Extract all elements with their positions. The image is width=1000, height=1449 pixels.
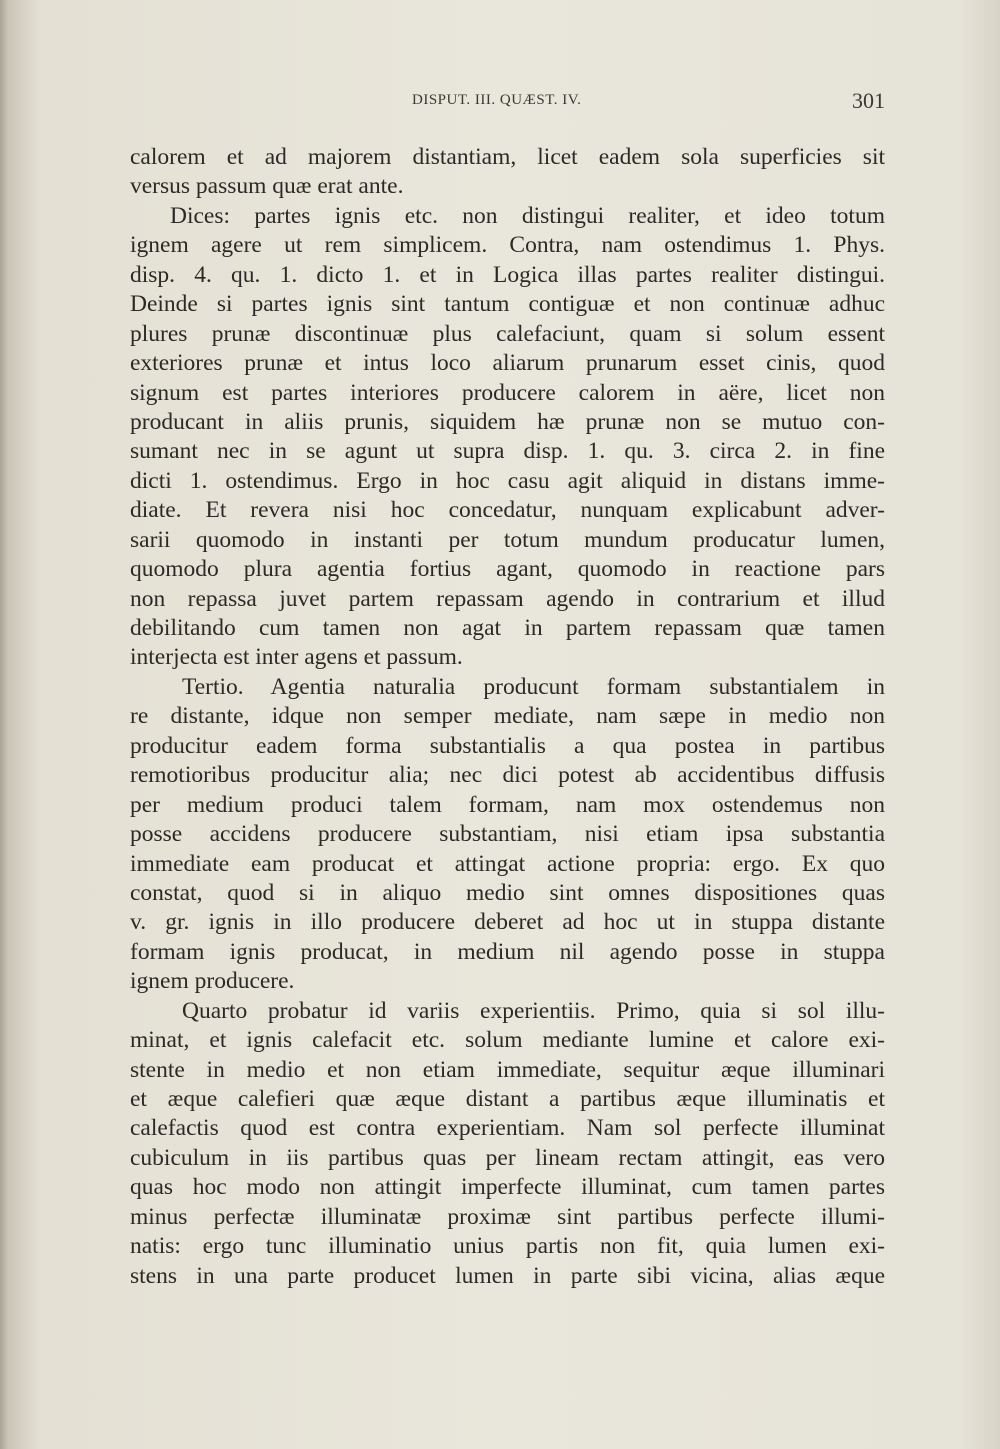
text-line: et æque calefieri quæ æque distant a partibus æque illuminatis et — [130, 1086, 885, 1112]
text-line: v. gr. ignis in illo producere deberet ad hoc ut in stuppa distante — [130, 909, 885, 936]
text-line: constat, quod si in aliquo medio sint omnes dispositiones quas — [130, 879, 885, 906]
text-line: ignem producere. — [130, 968, 295, 995]
text-line: minat, et ignis calefacit etc. solum mediante lumine et calore exi- — [130, 1027, 885, 1054]
text-line: stente in medio et non etiam immediate, sequitur æque illuminari — [130, 1056, 885, 1083]
text-line: remotioribus producitur alia; nec dici potest ab accidentibus diffusis — [130, 762, 885, 789]
text-line: Tertio. Agentia naturalia producunt formam substantialem in — [182, 673, 885, 700]
text-line: signum est partes interiores producere calorem in aëre, licet non — [130, 379, 885, 406]
text-line: plures prunæ discontinuæ plus calefaciunt, quam si solum essent — [130, 320, 885, 347]
text-line: natis: ergo tunc illuminatio unius partis non fit, quia lumen exi- — [130, 1233, 885, 1260]
running-title: DISPUT. III. QUÆST. IV. — [412, 92, 582, 108]
text-line: immediate eam producat et attingat actione propria: ergo. Ex quo — [130, 850, 885, 877]
text-line: exteriores prunæ et intus loco aliarum prunarum esset cinis, quod — [130, 350, 885, 377]
text-line: sumant nec in se agunt ut supra disp. 1. qu. 3. circa 2. in fine — [130, 438, 885, 465]
text-line: sarii quomodo in instanti per totum mundum producatur lumen, — [130, 526, 885, 553]
text-line: dicti 1. ostendimus. Ergo in hoc casu agit aliquid in distans imme- — [130, 467, 885, 494]
text-line: re distante, idque non semper mediate, nam sæpe in medio non — [130, 703, 885, 730]
text-line: Deinde si partes ignis sint tantum contiguæ et non continuæ adhuc — [130, 291, 885, 318]
text-line: non repassa juvet partem repassam agendo in contrarium et illud — [130, 585, 885, 612]
text-line: producant in aliis prunis, siquidem hæ prunæ non se mutuo con- — [130, 408, 885, 435]
body-text — [130, 143, 885, 1291]
text-line: calorem et ad majorem distantiam, licet eadem sola superficies sit — [130, 144, 885, 170]
text-line: minus perfectæ illuminatæ proximæ sint partibus perfecte illumi- — [130, 1203, 885, 1230]
text-line: interjecta est inter agens et passum. — [130, 644, 463, 671]
page-number: 301 — [852, 88, 885, 113]
text-line: per medium produci talem formam, nam mox ostendemus non — [130, 791, 885, 818]
text-line: stens in una parte producet lumen in parte sibi vicina, alias æque — [130, 1262, 885, 1289]
text-line: ignem agere ut rem simplicem. Contra, nam ostendimus 1. Phys. — [130, 232, 885, 259]
text-line: posse accidens producere substantiam, nisi etiam ipsa substantia — [130, 821, 885, 848]
text-line: diate. Et revera nisi hoc concedatur, nunquam explicabunt adver- — [130, 497, 885, 524]
text-line: producitur eadem forma substantialis a qua postea in partibus — [130, 732, 885, 759]
text-line: Quarto probatur id variis experientiis. Primo, quia si sol illu- — [182, 997, 885, 1024]
page-header — [130, 88, 885, 122]
text-line: cubiculum in iis partibus quas per lineam rectam attingit, eas vero — [130, 1144, 885, 1171]
text-line: disp. 4. qu. 1. dicto 1. et in Logica illas partes realiter distingui. — [130, 261, 885, 288]
text-line: quomodo plura agentia fortius agant, quomodo in reactione pars — [130, 556, 885, 583]
text-line: Dices: partes ignis etc. non distingui realiter, et ideo totum — [170, 202, 885, 229]
text-line: calefactis quod est contra experientiam. Nam sol perfecte illuminat — [130, 1115, 885, 1142]
text-line: debilitando cum tamen non agat in partem repassam quæ tamen — [130, 615, 885, 641]
text-line: quas hoc modo non attingit imperfecte illuminat, cum tamen partes — [130, 1174, 885, 1201]
text-line: formam ignis producat, in medium nil agendo posse in stuppa — [130, 938, 885, 965]
text-line: versus passum quæ erat ante. — [130, 173, 404, 200]
